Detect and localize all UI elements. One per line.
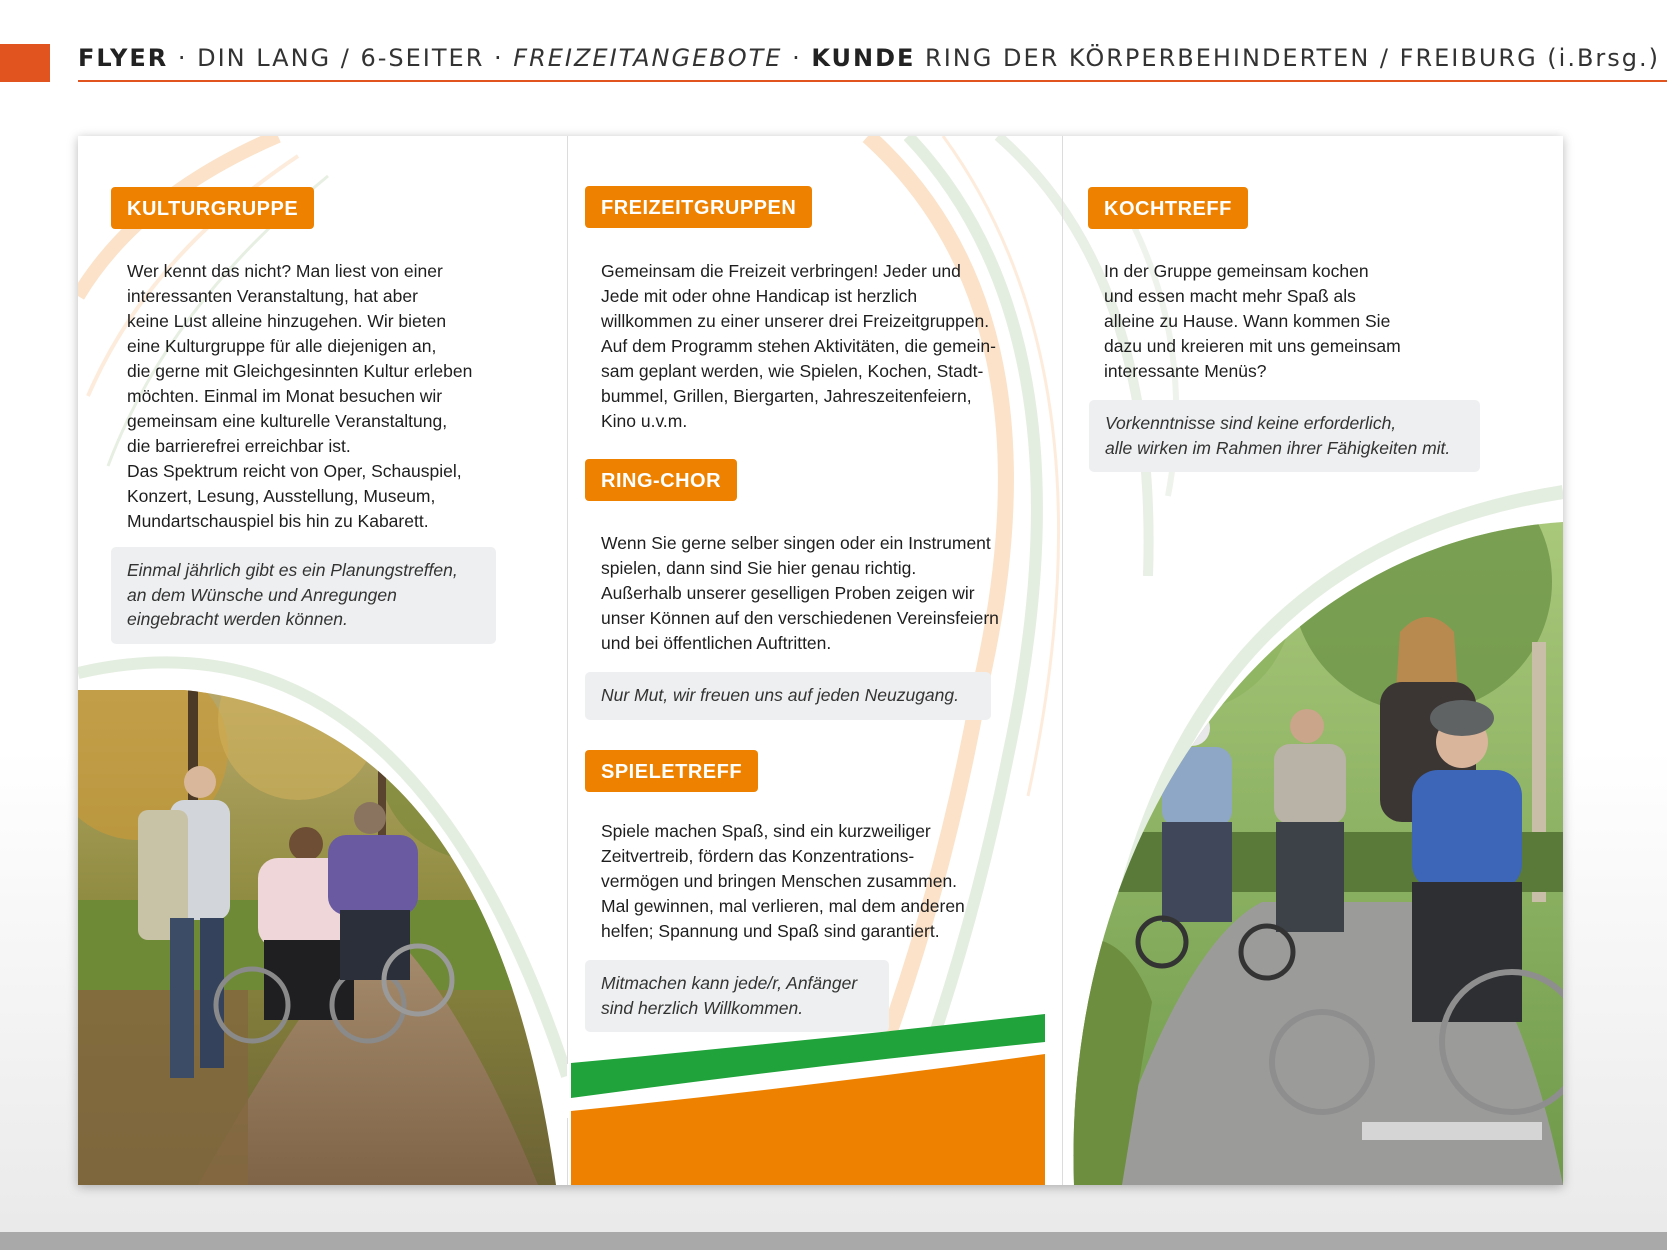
freizeitgruppen-text: Gemeinsam die Freizeit verbringen! Jeder und Jede mit oder ohne Handicap ist herzlich willkommen zu einer unserer drei Freizeitgruppen. Auf dem Programm stehen Aktivitäten, die gemein- sam geplant werden, wie Spielen, Kochen, Stadt- bummel, Grillen, Biergarten, Jahreszeitenfeiern, Kino u.v.m. <box>601 261 996 431</box>
section-title-ring-chor: RING-CHOR <box>585 459 737 501</box>
header-kunde: RING DER KÖRPERBEHINDERTEN / FREIBURG (i.Brsg.) <box>915 44 1661 72</box>
flyer-spread <box>78 136 1563 1185</box>
header-sep-2: · <box>484 44 514 72</box>
spieletreff-note: Mitmachen kann jede/r, Anfänger sind herzlich Willkommen. <box>585 960 889 1032</box>
middle-bottom-wave <box>567 136 1062 1185</box>
header-topic: FREIZEITANGEBOTE <box>513 44 783 72</box>
page-title <box>78 44 1660 72</box>
ring-chor-text: Wenn Sie gerne selber singen oder ein Instrument spielen, dann sind Sie hier genau richtig. Außerhalb unserer geselligen Proben zeigen wir unser Können auf den verschiedenen Vereinsfeiern und bei öffentlichen Auftritten. <box>601 533 999 653</box>
kochtreff-text: In der Gruppe gemeinsam kochen und essen macht mehr Spaß als alleine zu Hause. Wann kommen Sie dazu und kreieren mit uns gemeinsam interessante Menüs? <box>1104 261 1401 381</box>
ring-chor-note: Nur Mut, wir freuen uns auf jeden Neuzugang. <box>585 672 991 720</box>
header-divider <box>78 80 1667 82</box>
section-title-kochtreff: KOCHTREFF <box>1088 187 1248 229</box>
kochtreff-note: Vorkenntnisse sind keine erforderlich, alle wirken im Rahmen ihrer Fähigkeiten mit. <box>1089 400 1480 472</box>
bottom-bar <box>0 1232 1667 1250</box>
kulturgruppe-note: Einmal jährlich gibt es ein Planungstreffen, an dem Wünsche und Anregungen eingebracht werden können. <box>111 547 496 644</box>
header-accent-block <box>0 44 50 82</box>
section-title-kulturgruppe: KULTURGRUPPE <box>111 187 314 229</box>
panel-right <box>1062 136 1563 1185</box>
kulturgruppe-text: Wer kennt das nicht? Man liest von einer interessanten Veranstaltung, hat aber keine Lust alleine hinzugehen. Wir bieten eine Kulturgruppe für alle diejenigen an, die gerne mit Gleichgesinnten Kultur erleben möchten. Einmal im Monat besuchen wir gemeinsam eine kulturelle Veranstaltung, die barrierefrei erreichbar ist. Das Spektrum reicht von Oper, Schauspiel, Konzert, Lesung, Ausstellung, Museum, Mundartschauspiel bis hin zu Kabarett. <box>127 261 473 531</box>
header-format: DIN LANG / 6-SEITER <box>197 44 485 72</box>
spieletreff-text: Spiele machen Spaß, sind ein kurzweiliger Zeitvertreib, fördern das Konzentrations- vermögen und bringen Menschen zusammen. Mal gewinnen, mal verlieren, mal dem anderen helfen; Spannung und Spaß sind garantiert. <box>601 821 965 941</box>
section-title-freizeitgruppen: FREIZEITGRUPPEN <box>585 186 812 228</box>
header-kunde-label: KUNDE <box>811 44 916 72</box>
section-title-spieletreff: SPIELETREFF <box>585 750 758 792</box>
header-flyer: FLYER <box>78 44 169 72</box>
header-sep-3: · <box>782 44 812 72</box>
panel-middle <box>567 136 1062 1185</box>
panel-left <box>78 136 567 1185</box>
header-sep-1: · <box>168 44 198 72</box>
